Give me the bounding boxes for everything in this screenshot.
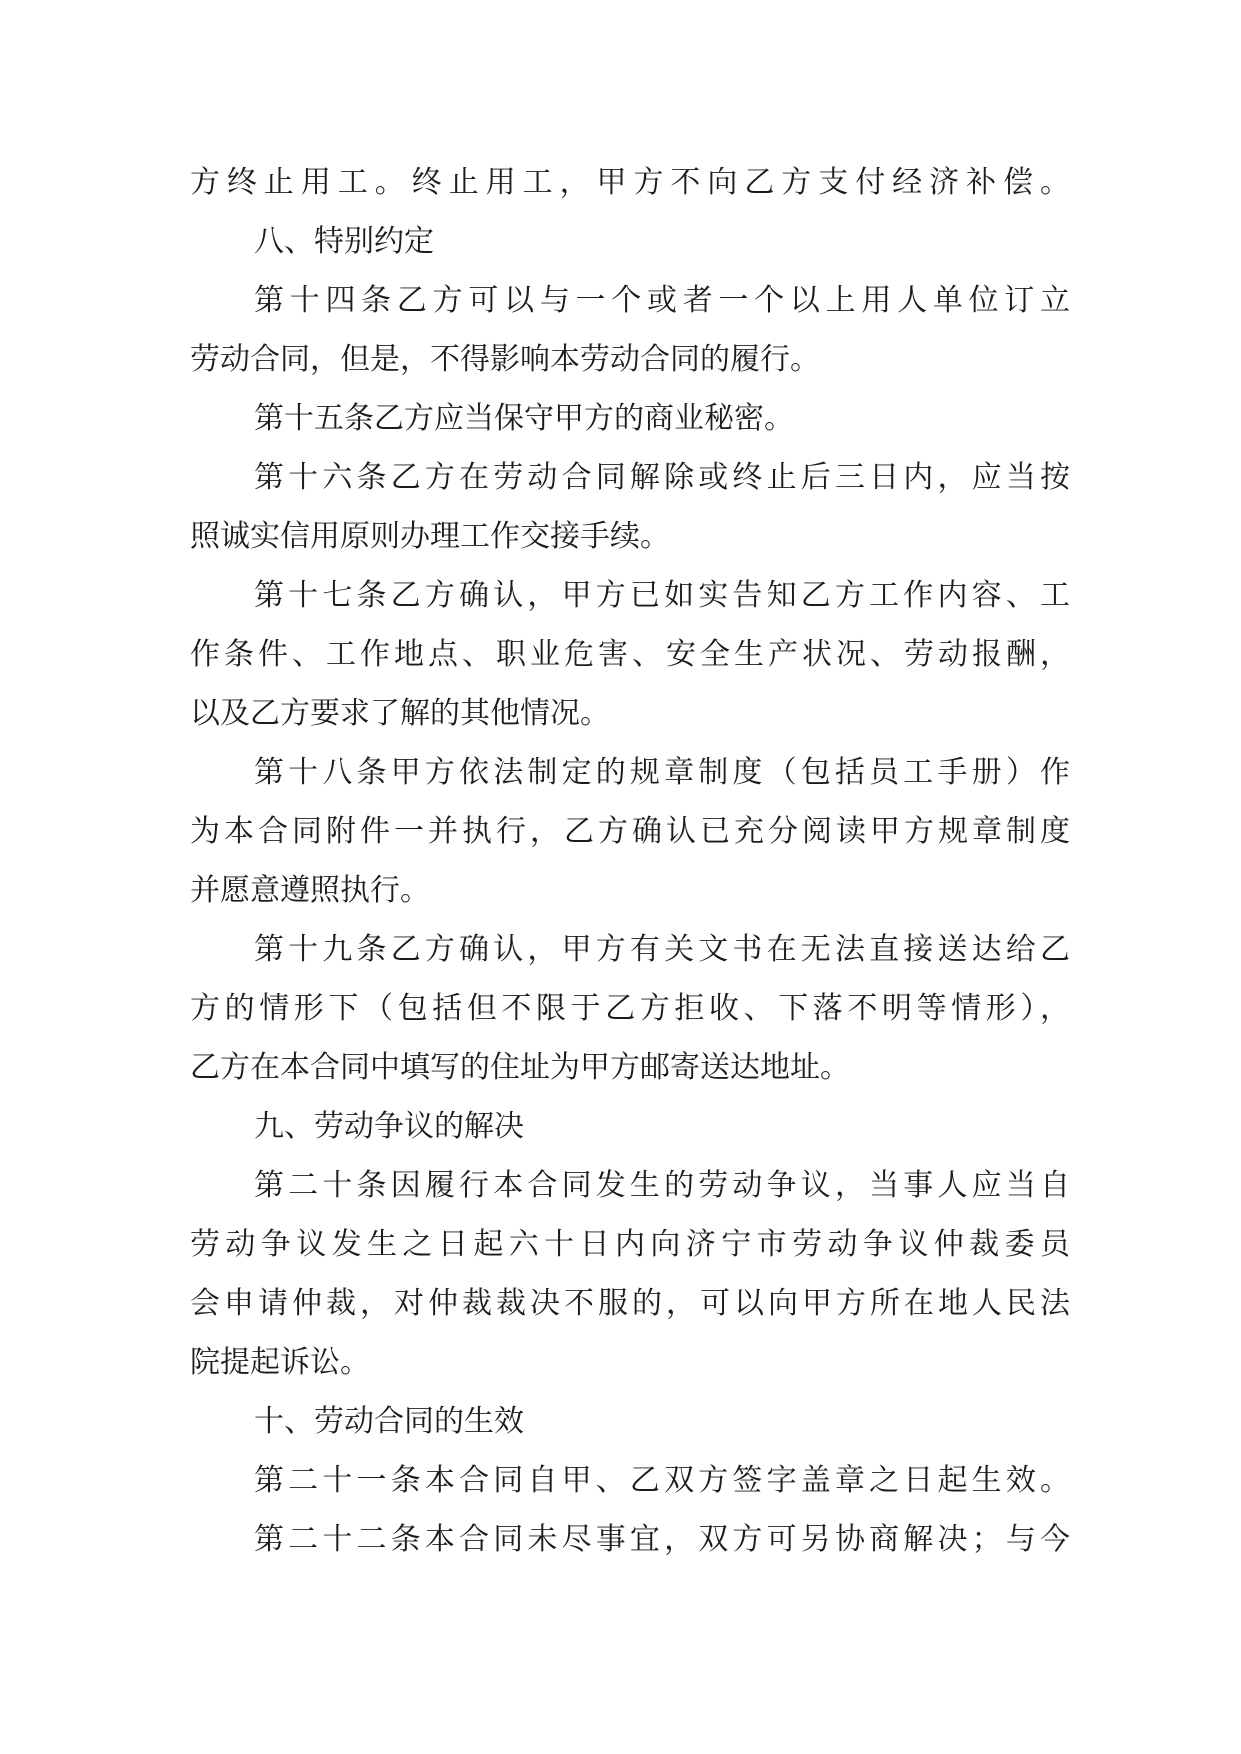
paragraph-line: 第二十二条本合同未尽事宜，双方可另协商解决；与今 — [254, 1522, 1070, 1557]
paragraph-line: 第十五条乙方应当保守甲方的商业秘密。 — [254, 401, 794, 436]
section-heading: 九、劳动争议的解决 — [254, 1109, 524, 1144]
paragraph-line: 第十七条乙方确认，甲方已如实告知乙方工作内容、工 — [254, 578, 1070, 613]
paragraph-line: 并愿意遵照执行。 — [190, 873, 430, 908]
section-heading: 八、特别约定 — [254, 224, 434, 259]
paragraph-line: 第十六条乙方在劳动合同解除或终止后三日内，应当按 — [254, 460, 1070, 495]
paragraph-line: 劳动合同，但是，不得影响本劳动合同的履行。 — [190, 342, 820, 377]
paragraph-line: 第十九条乙方确认，甲方有关文书在无法直接送达给乙 — [254, 932, 1070, 967]
paragraph-line: 乙方在本合同中填写的住址为甲方邮寄送达地址。 — [190, 1050, 850, 1085]
section-heading: 十、劳动合同的生效 — [254, 1404, 524, 1439]
paragraph-line: 方终止用工。终止用工，甲方不向乙方支付经济补偿。 — [190, 165, 1070, 200]
paragraph-line: 以及乙方要求了解的其他情况。 — [190, 696, 610, 731]
paragraph-line: 照诚实信用原则办理工作交接手续。 — [190, 519, 670, 554]
paragraph-line: 方的情形下（包括但不限于乙方拒收、下落不明等情形）， — [190, 991, 1070, 1026]
paragraph-line: 第十四条乙方可以与一个或者一个以上用人单位订立 — [254, 283, 1070, 318]
paragraph-line: 为本合同附件一并执行，乙方确认已充分阅读甲方规章制度 — [190, 814, 1070, 849]
paragraph-line: 第二十条因履行本合同发生的劳动争议，当事人应当自 — [254, 1168, 1070, 1203]
paragraph-line: 会申请仲裁，对仲裁裁决不服的，可以向甲方所在地人民法 — [190, 1286, 1070, 1321]
paragraph-line: 劳动争议发生之日起六十日内向济宁市劳动争议仲裁委员 — [190, 1227, 1070, 1262]
paragraph-line: 第十八条甲方依法制定的规章制度（包括员工手册）作 — [254, 755, 1070, 790]
paragraph-line: 第二十一条本合同自甲、乙双方签字盖章之日起生效。 — [254, 1463, 1070, 1498]
paragraph-line: 院提起诉讼。 — [190, 1345, 370, 1380]
paragraph-line: 作条件、工作地点、职业危害、安全生产状况、劳动报酬， — [190, 637, 1070, 672]
